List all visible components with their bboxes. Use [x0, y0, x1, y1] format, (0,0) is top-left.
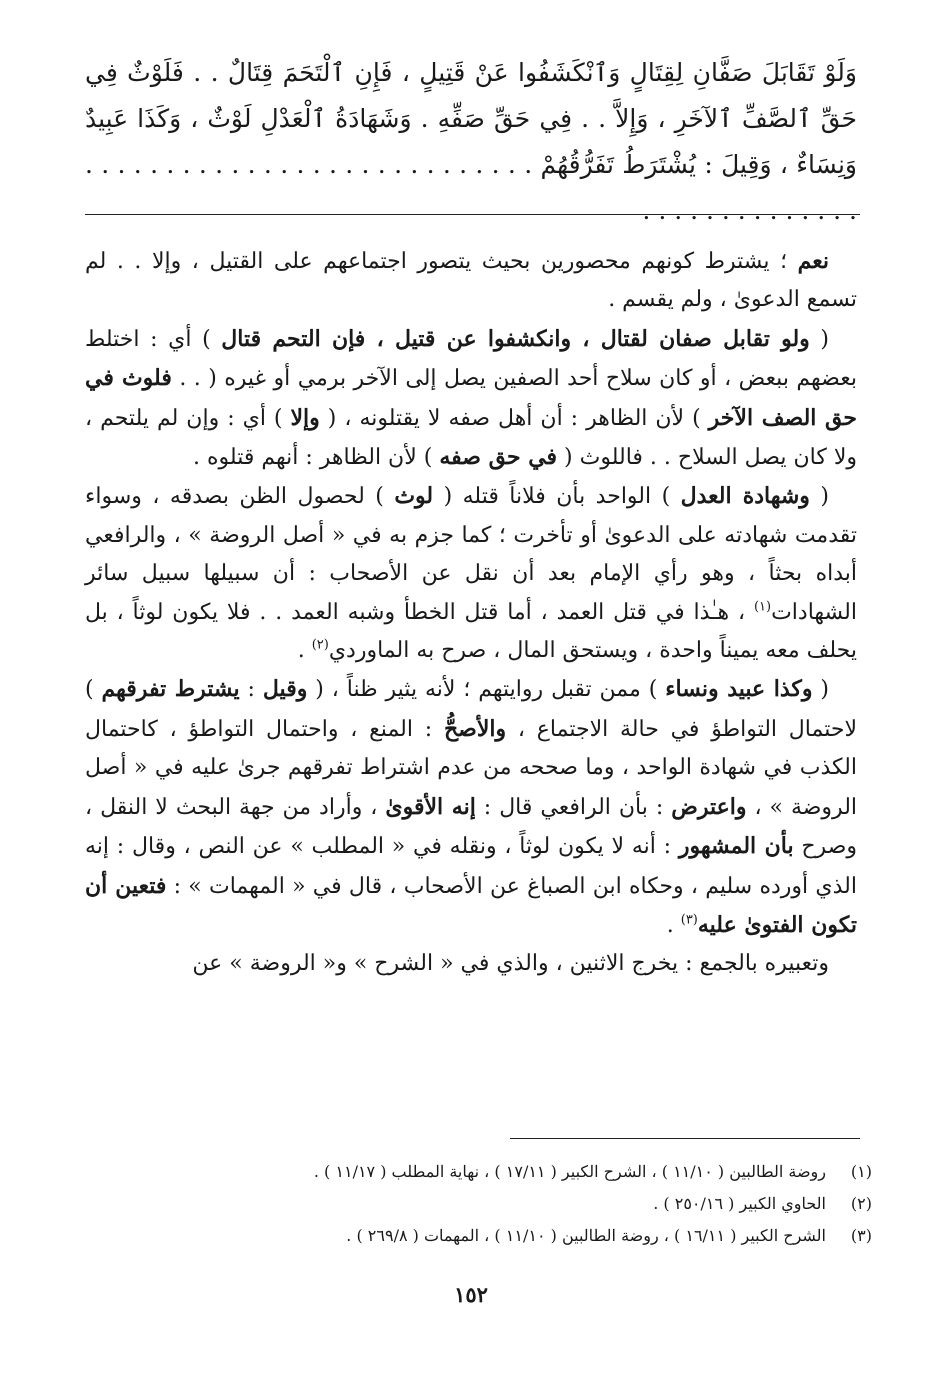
footnote: [85, 1156, 872, 1188]
commentary-paragraph-2: [85, 320, 857, 478]
commentary-text: :: [239, 677, 263, 703]
commentary-paragraph-4: [85, 670, 857, 945]
footnote-text: الحاوي الكبير ( ٢٥٠/١٦ ) .: [653, 1194, 826, 1213]
commentary-paragraph-1: [85, 242, 857, 320]
commentary: [85, 242, 857, 984]
commentary-text: (: [812, 677, 829, 703]
bold-term: إنه الأقوىٰ: [385, 793, 476, 820]
footnote-number: (١): [850, 1162, 872, 1181]
footnotes: [85, 1156, 872, 1252]
footnote-ref: (٢): [311, 637, 329, 653]
commentary-text: ) لحصول الظن بصدقه ، وسواء تقدمت شهادته على الدعوىٰ أو تأخرت ؛ كما جزم به في « أصل الروضة » ، والرافعي أبداه بحثاً ، وهو رأي الإمام بعد أن نقل عن الأصحاب : أن سبيلها سبيل سائر الشهادات: [85, 484, 857, 625]
commentary-paragraph-3: [85, 477, 857, 670]
commentary-text: ) لأن الظاهر : أن أهل صفه لا يقتلونه ، (: [319, 405, 709, 431]
footnote-divider: [510, 1138, 860, 1139]
footnote: [85, 1220, 872, 1252]
quoted-matn: لوث: [394, 483, 434, 510]
quoted-matn: وشهادة العدل: [680, 483, 810, 510]
bold-term: بأن المشهور: [678, 833, 794, 860]
commentary-text: : المنع ، واحتمال التواطؤ ، كاحتمال الكذب في شهادة الواحد ، وما صححه من عدم اشتراط تفرقهم جرىٰ عليه في « أصل الروضة » ،: [85, 716, 858, 820]
bold-term: واعترض: [671, 793, 747, 820]
footnote: [85, 1188, 872, 1220]
bold-term: فتعين أن تكون الفتوىٰ عليه: [85, 872, 857, 938]
footnote-ref: (٣): [680, 912, 698, 928]
footnote-ref: (١): [753, 599, 772, 615]
quoted-matn: وكذا عبيد ونساء: [665, 676, 813, 703]
quoted-matn: وقيل: [262, 676, 308, 703]
footnote-number: (٣): [850, 1226, 872, 1245]
commentary-text: وتعبيره بالجمع : يخرج الاثنين ، والذي في « الشرح » و« الروضة » عن: [192, 951, 829, 977]
quoted-matn: يشترط تفرقهم: [101, 676, 240, 703]
commentary-text: ) ممن تقبل روايتهم ؛ لأنه يثير ظناً ، (: [307, 677, 666, 703]
commentary-text: .: [666, 912, 681, 938]
footnote-text: الشرح الكبير ( ١٦/١١ ) ، روضة الطالبين ( ١١/١٠ ) ، المهمات ( ٢٦٩/٨ ) .: [346, 1226, 826, 1245]
commentary-text: .: [297, 638, 312, 664]
quoted-matn: في حق صفه: [439, 444, 558, 471]
footnote-text: روضة الطالبين ( ١١/١٠ ) ، الشرح الكبير ( ١٧/١١ ) ، نهاية المطلب ( ١١/١٧ ) .: [313, 1162, 826, 1181]
commentary-text: (: [809, 326, 830, 352]
matn-text: وَلَوْ تَقَابَلَ صَفَّانِ لِقِتَالٍ وَٱنْكَشَفُوا عَنْ قَتِيلٍ ، فَإِنِ ٱلْتَحَمَ قِتَالٌ . . فَلَوْثٌ فِي حَقِّ ٱلصَّفِّ ٱلآخَرِ ، وَإِلاَّ . . فِي حَقِّ صَفِّهِ . وَشَهَادَةُ ٱلْعَدْلِ لَوْثٌ ، وَكَذَا عَبِيدٌ وَنِسَاءٌ ، وَقِيلَ : يُشْتَرَطُ تَفَرُّقُهُمْ . . . . . . . . . . . . . . . . . . . . . . . . . . . . . . . . . . . . . . . . . .: [85, 58, 857, 225]
commentary-text: ؛ يشترط كونهم محصورين بحيث يتصور اجتماعهم على القتيل ، وإلا . . لم تسمع الدعوىٰ ، ولم يقسم .: [85, 249, 857, 313]
commentary-text: ) لاحتمال التواطؤ في حالة الاجتماع ،: [85, 677, 857, 742]
bold-term: نعم: [797, 248, 829, 274]
quoted-matn: وإلا: [290, 404, 320, 431]
commentary-paragraph-5: [85, 945, 857, 983]
quoted-matn: فلوث في حق الصف الآخر: [85, 365, 857, 431]
commentary-text: : أنه لا يكون لوثاً ، ونقله في « المطلب » عن النص ، وقال : إنه الذي أورده سليم ، وحكاه ابن الصباغ عن الأصحاب ، قال في « المهمات » :: [85, 834, 857, 899]
commentary-text: ) الواحد بأن فلاناً قتله (: [433, 484, 681, 510]
matn-divider: [85, 214, 860, 215]
commentary-text: : بأن الرافعي قال :: [475, 794, 672, 820]
bold-term: والأصحُّ: [443, 715, 507, 742]
quoted-matn: ولو تقابل صفان لقتال ، وانكشفوا عن قتيل ، فإن التحم قتال: [221, 325, 810, 352]
commentary-text: ) أي : وإن لم يلتحم ، ولا كان يصل السلاح . . فاللوث (: [85, 405, 857, 471]
commentary-text: ) لأن الظاهر : أنهم قتلوه .: [193, 445, 440, 471]
commentary-text: ، وأراد من جهة البحث لا النقل ، وصرح: [85, 794, 858, 860]
footnote-number: (٢): [850, 1194, 872, 1213]
commentary-text: ) أي : اختلط بعضهم ببعض ، أو كان سلاح أحد الصفين يصل إلى الآخر برمي أو غيره ( . .: [85, 326, 857, 392]
commentary-text: ، هـٰذا في قتل العمد ، أما قتل الخطأ وشبه العمد . . فلا يكون لوثاً ، بل يحلف معه يميناً واحدة ، ويستحق المال ، صرح به الماوردي: [85, 599, 857, 664]
page-number: ١٥٢: [454, 1282, 488, 1307]
commentary-text: (: [809, 484, 829, 510]
